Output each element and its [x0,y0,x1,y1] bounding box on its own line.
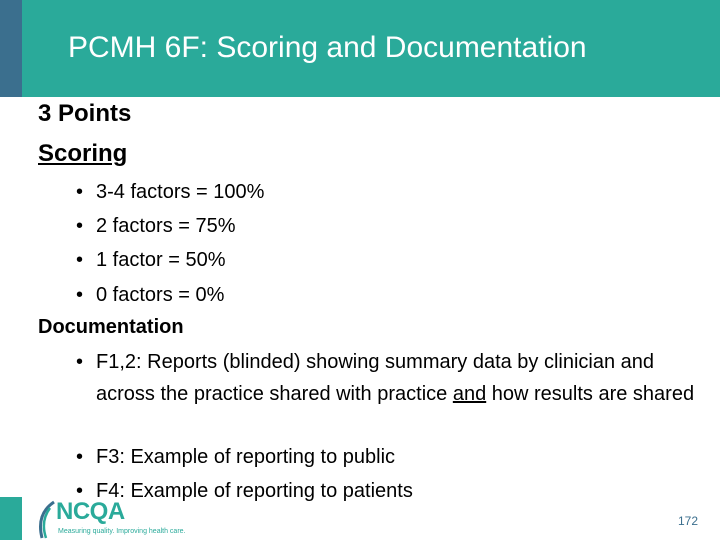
title-bar [0,0,720,97]
bullet-icon: • [76,284,84,306]
footer-accent-stripe [0,497,22,540]
points-heading: 3 Points [38,100,132,127]
documentation-item: • F1,2: Reports (blinded) showing summary data by clinician and across the practice shared with practice and how results are shared [76,346,708,410]
scoring-heading: Scoring [38,140,128,167]
slide-title: PCMH 6F: Scoring and Documentation [68,31,587,64]
title-bar-accent-stripe [0,0,22,97]
logo-tagline: Measuring quality. Improving health care. [58,528,186,535]
ncqa-logo [36,498,186,540]
bullet-icon: • [76,181,84,203]
page-number: 172 [678,514,699,528]
logo-mark-icon [36,500,58,540]
bullet-icon: • [76,215,84,237]
documentation-heading: Documentation [38,316,184,338]
logo-wordmark: NCQA [56,498,125,525]
bullet-icon: • [76,249,84,271]
bullet-icon: • [76,351,84,373]
bullet-icon: • [76,480,84,502]
bullet-icon: • [76,446,84,468]
